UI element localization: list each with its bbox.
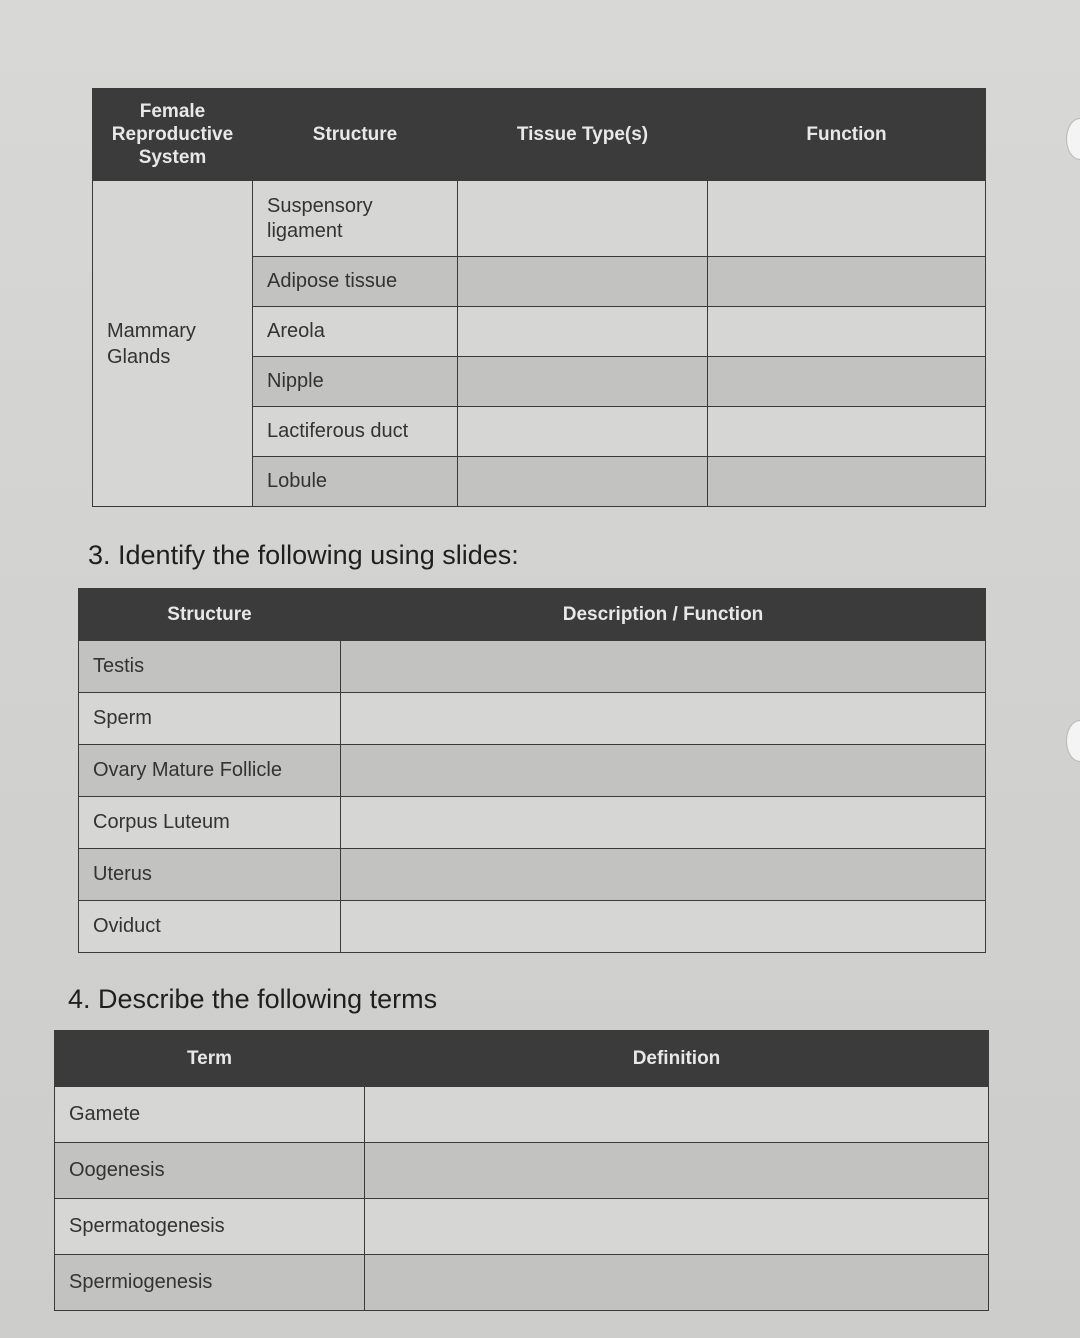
- structure-cell: Testis: [79, 641, 341, 693]
- tissue-type-cell[interactable]: [458, 457, 708, 507]
- description-cell[interactable]: [341, 641, 986, 693]
- table-row: [79, 901, 986, 953]
- table-row: [79, 797, 986, 849]
- identify-slides-table: [78, 588, 986, 953]
- group-label-mammary-glands: Mammary Glands: [93, 181, 253, 507]
- function-cell[interactable]: [708, 181, 986, 257]
- header-description-function: Description / Function: [341, 589, 986, 641]
- table-row: [55, 1199, 989, 1255]
- table-row: [55, 1087, 989, 1143]
- section-3-title: 3. Identify the following using slides:: [88, 540, 519, 570]
- structure-cell: Corpus Luteum: [79, 797, 341, 849]
- header-tissue-types: Tissue Type(s): [458, 89, 708, 181]
- definition-cell[interactable]: [365, 1143, 989, 1199]
- table-row: [55, 1255, 989, 1311]
- description-cell[interactable]: [341, 745, 986, 797]
- structure-cell: Oviduct: [79, 901, 341, 953]
- header-term: Term: [55, 1031, 365, 1087]
- tissue-type-cell[interactable]: [458, 407, 708, 457]
- header-definition: Definition: [365, 1031, 989, 1087]
- structure-cell: Suspensory ligament: [253, 181, 458, 257]
- function-cell[interactable]: [708, 457, 986, 507]
- binder-hole: [1066, 118, 1080, 160]
- structure-cell: Lobule: [253, 457, 458, 507]
- table-row: [93, 181, 986, 257]
- description-cell[interactable]: [341, 797, 986, 849]
- description-cell[interactable]: [341, 693, 986, 745]
- description-cell[interactable]: [341, 849, 986, 901]
- definition-cell[interactable]: [365, 1255, 989, 1311]
- structure-cell: Ovary Mature Follicle: [79, 745, 341, 797]
- definition-cell[interactable]: [365, 1087, 989, 1143]
- female-reproductive-table: [92, 88, 986, 507]
- describe-terms-table: [54, 1030, 989, 1311]
- header-function: Function: [708, 89, 986, 181]
- table-row: [55, 1143, 989, 1199]
- table-row: [79, 693, 986, 745]
- header-structure: Structure: [79, 589, 341, 641]
- table-row: [79, 745, 986, 797]
- function-cell[interactable]: [708, 357, 986, 407]
- header-female-reproductive-system: Female Reproductive System: [93, 89, 253, 181]
- term-cell: Gamete: [55, 1087, 365, 1143]
- tissue-type-cell[interactable]: [458, 257, 708, 307]
- definition-cell[interactable]: [365, 1199, 989, 1255]
- binder-hole: [1066, 720, 1080, 762]
- structure-cell: Uterus: [79, 849, 341, 901]
- description-cell[interactable]: [341, 901, 986, 953]
- tissue-type-cell[interactable]: [458, 357, 708, 407]
- function-cell[interactable]: [708, 307, 986, 357]
- table-row: [79, 641, 986, 693]
- term-cell: Spermiogenesis: [55, 1255, 365, 1311]
- function-cell[interactable]: [708, 407, 986, 457]
- structure-cell: Areola: [253, 307, 458, 357]
- tissue-type-cell[interactable]: [458, 307, 708, 357]
- section-4-title: 4. Describe the following terms: [68, 984, 438, 1014]
- function-cell[interactable]: [708, 257, 986, 307]
- tissue-type-cell[interactable]: [458, 181, 708, 257]
- structure-cell: Lactiferous duct: [253, 407, 458, 457]
- term-cell: Oogenesis: [55, 1143, 365, 1199]
- structure-cell: Adipose tissue: [253, 257, 458, 307]
- structure-cell: Nipple: [253, 357, 458, 407]
- structure-cell: Sperm: [79, 693, 341, 745]
- term-cell: Spermatogenesis: [55, 1199, 365, 1255]
- header-structure: Structure: [253, 89, 458, 181]
- table-row: [79, 849, 986, 901]
